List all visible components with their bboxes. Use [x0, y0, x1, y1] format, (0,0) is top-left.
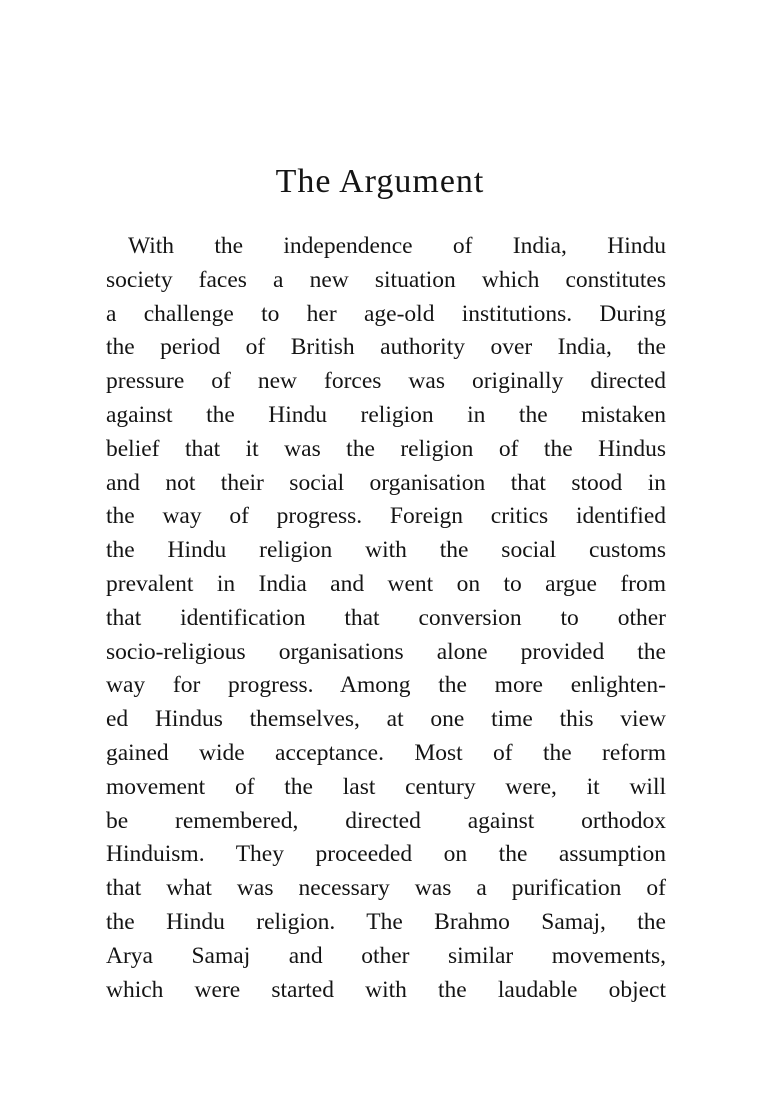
text-line: way for progress. Among the more enlighten- [106, 672, 666, 699]
text-line: and not their social organisation that stood in [106, 469, 666, 496]
text-line: be remembered, directed against orthodox [106, 807, 666, 834]
text-line: a challenge to her age-old institutions. During [106, 300, 666, 327]
text-line: the way of progress. Foreign critics identified [106, 503, 666, 530]
text-line: that identification that conversion to other [106, 604, 666, 631]
text-line: belief that it was the religion of the Hindus [106, 435, 666, 462]
text-line: the Hindu religion. The Brahmo Samaj, the [106, 908, 666, 935]
text-line: which were started with the laudable object [106, 976, 666, 1003]
text-line: that what was necessary was a purification of [106, 875, 666, 902]
text-line: Arya Samaj and other similar movements, [106, 942, 666, 969]
page-title: The Argument [275, 163, 485, 200]
text-line: movement of the last century were, it will [106, 773, 666, 800]
text-line: ed Hindus themselves, at one time this view [106, 706, 666, 733]
text-line: gained wide acceptance. Most of the reform [106, 739, 666, 766]
text-line: prevalent in India and went on to argue from [106, 570, 666, 597]
text-line: the period of British authority over India, the [106, 334, 666, 361]
text-line: pressure of new forces was originally directed [106, 368, 666, 395]
text-line: socio-religious organisations alone provided the [106, 638, 666, 665]
body-text [106, 230, 666, 1007]
text-line: the Hindu religion with the social customs [106, 537, 666, 564]
text-line: With the independence of India, Hindu [128, 233, 666, 259]
text-line: Hinduism. They proceeded on the assumption [106, 841, 666, 868]
text-line: against the Hindu religion in the mistaken [106, 401, 666, 428]
text-line: society faces a new situation which constitutes [106, 266, 666, 293]
